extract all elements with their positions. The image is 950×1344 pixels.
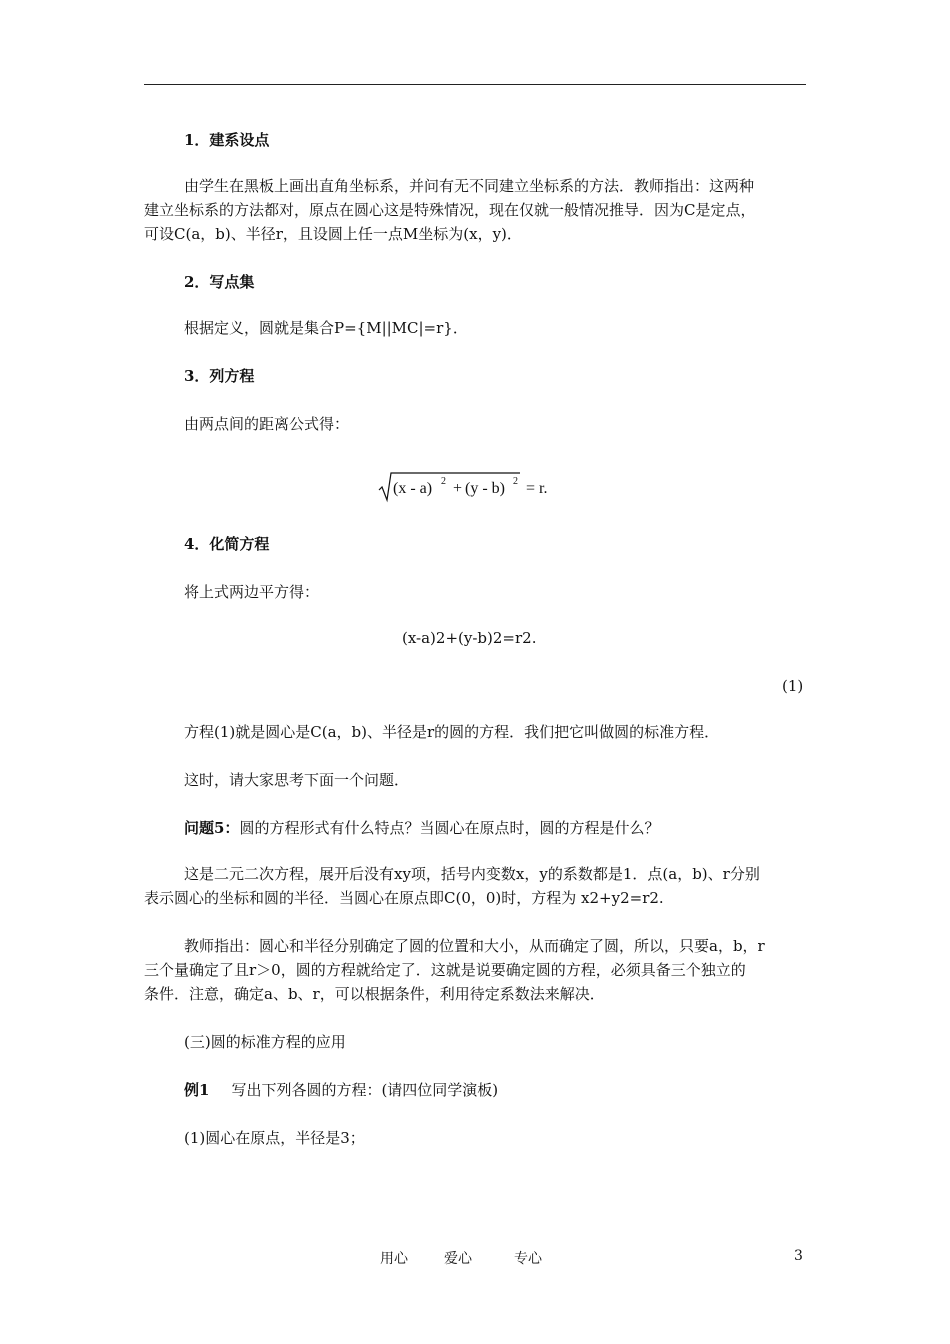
formula-plus: +: [453, 480, 463, 497]
formula-exponent: 2: [441, 476, 446, 487]
text-line: 由学生在黑板上画出直角坐标系，并问有无不同建立坐标系的方法．教师指出：这两种: [184, 177, 755, 195]
question-text: 圆的方程形式有什么特点？当圆心在原点时，圆的方程是什么？: [239, 819, 660, 837]
paragraph-definition: 根据定义，圆就是集合P={M||MC|=r}．: [184, 319, 468, 337]
header-rule: [144, 84, 806, 85]
question-5: [184, 816, 659, 840]
formula-term-x: (x - a): [393, 480, 433, 497]
heading-list-equation: 3．列方程: [184, 367, 255, 385]
equation-standard-form: (x-a)2+(y-b)2=r2.: [402, 629, 537, 647]
page-number: 3: [794, 1248, 803, 1264]
example-item-1: (1)圆心在原点，半径是3；: [184, 1129, 365, 1147]
text-line: 教师指出：圆心和半径分别确定了圆的位置和大小，从而确定了圆，所以，只要a，b，r: [184, 937, 765, 955]
formula-rhs: = r.: [526, 480, 548, 497]
question-label: 问题5：: [184, 819, 240, 837]
text-line: 这是二元二次方程，展开后没有xy项，括号内变数x，y的系数都是1．点(a，b)、r分别: [184, 865, 760, 883]
text-line: 可设C(a，b)、半径r，且设圆上任一点M坐标为(x，y)．: [144, 225, 522, 243]
heading-setup-coordinates: 1．建系设点: [184, 131, 270, 149]
paragraph-standard-equation: 方程(1)就是圆心是C(a，b)、半径是r的圆的方程．我们把它叫做圆的标准方程．: [184, 723, 720, 741]
example-1: [184, 1078, 498, 1102]
paragraph-setup: [144, 174, 806, 246]
distance-formula: [378, 470, 568, 504]
section-application: (三)圆的标准方程的应用: [184, 1033, 346, 1051]
equation-number: (1): [782, 677, 804, 695]
example-text: 写出下列各圆的方程：(请四位同学演板): [231, 1081, 499, 1099]
heading-point-set: 2．写点集: [184, 273, 255, 291]
paragraph-teacher-note: [144, 934, 806, 1006]
paragraph-square-both-sides: 将上式两边平方得：: [184, 583, 320, 601]
paragraph-think: 这时，请大家思考下面一个问题．: [184, 771, 410, 789]
text-line: 三个量确定了且r＞0，圆的方程就给定了．这就是说要确定圆的方程，必须具备三个独立的: [144, 961, 746, 979]
text-line: 条件．注意，确定a、b、r，可以根据条件，利用待定系数法来解决．: [144, 985, 605, 1003]
radical-sign-icon: [378, 470, 568, 504]
paragraph-features: [144, 862, 806, 910]
paragraph-distance-formula: 由两点间的距离公式得：: [184, 415, 350, 433]
text-line: 表示圆心的坐标和圆的半径．当圆心在原点即C(0，0)时，方程为 x2+y2=r2.: [144, 889, 664, 907]
formula-term-y: (y - b): [465, 480, 505, 497]
example-label: 例1: [184, 1081, 210, 1099]
heading-simplify: 4．化简方程: [184, 535, 270, 553]
footer-item: 爱心: [444, 1251, 472, 1267]
formula-exponent: 2: [513, 476, 518, 487]
footer-item: 用心: [380, 1251, 408, 1267]
text-line: 建立坐标系的方法都对，原点在圆心这是特殊情况，现在仅就一般情况推导．因为C是定点，: [144, 201, 756, 219]
footer-item: 专心: [514, 1251, 542, 1267]
